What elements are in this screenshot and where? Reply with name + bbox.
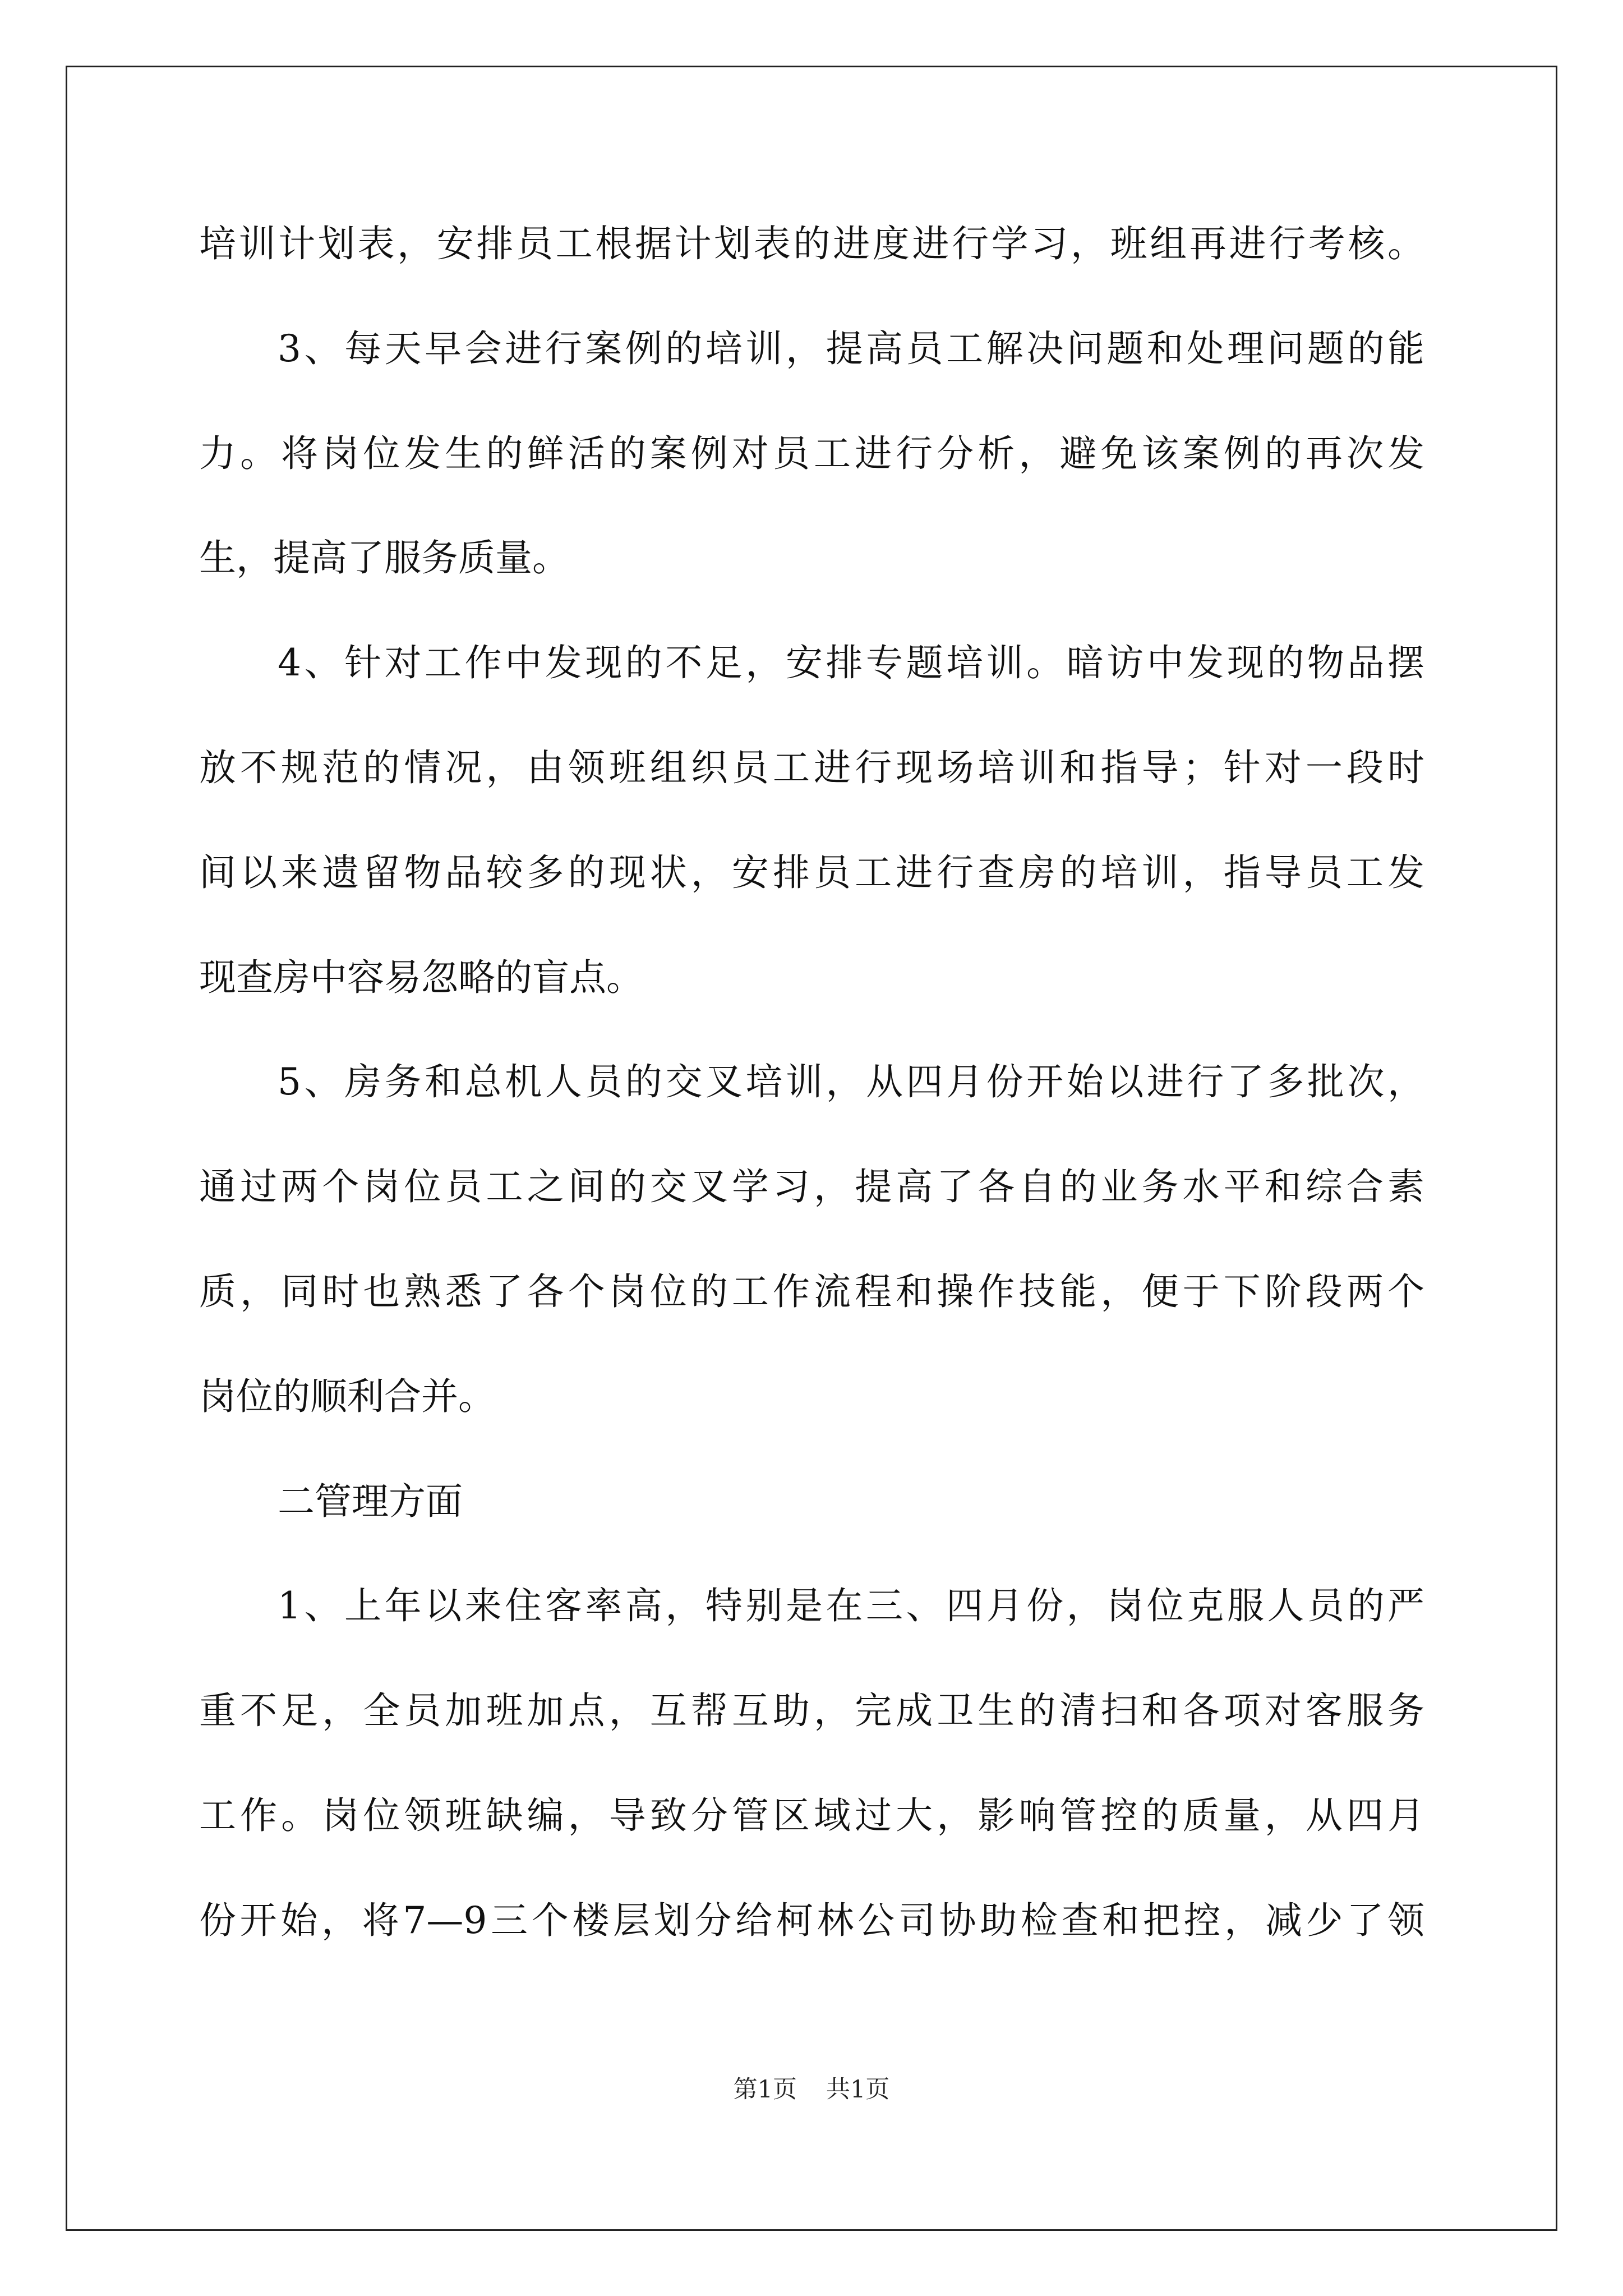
page-footer	[0, 2073, 1623, 2106]
section-heading: 二管理方面	[278, 1479, 463, 1523]
text-line: 力。将岗位发生的鲜活的案例对员工进行分析，避免该案例的再次发	[199, 431, 1424, 475]
text-line: 放不规范的情况，由领班组织员工进行现场培训和指导；针对一段时	[199, 746, 1424, 789]
page-number: 第1页	[733, 2076, 797, 2104]
document-body	[199, 216, 1424, 1998]
page-total: 共1页	[826, 2076, 890, 2104]
text-line: 质，同时也熟悉了各个岗位的工作流程和操作技能，便于下阶段两个	[199, 1269, 1424, 1313]
text-line: 1、上年以来住客率高，特别是在三、四月份，岗位克服人员的严	[278, 1584, 1424, 1628]
text-line: 通过两个岗位员工之间的交叉学习，提高了各自的业务水平和综合素	[199, 1165, 1424, 1209]
text-line: 现查房中容易忽略的盲点。	[199, 955, 643, 999]
text-line: 5、房务和总机人员的交叉培训，从四月份开始以进行了多批次，	[278, 1060, 1424, 1104]
text-line: 培训计划表，安排员工根据计划表的进度进行学习，班组再进行考核。	[199, 222, 1424, 265]
text-line: 份开始，将7—9三个楼层划分给柯林公司协助检查和把控，减少了领	[199, 1898, 1424, 1942]
text-line: 工作。岗位领班缺编，导致分管区域过大，影响管控的质量，从四月	[199, 1793, 1424, 1837]
text-line: 重不足，全员加班加点，互帮互助，完成卫生的清扫和各项对客服务	[199, 1689, 1424, 1733]
text-line: 4、针对工作中发现的不足，安排专题培训。暗访中发现的物品摆	[278, 641, 1424, 685]
text-line: 岗位的顺利合并。	[199, 1374, 495, 1418]
text-line: 3、每天早会进行案例的培训，提高员工解决问题和处理问题的能	[278, 326, 1424, 370]
text-line: 生，提高了服务质量。	[199, 536, 569, 580]
text-line: 间以来遗留物品较多的现状，安排员工进行查房的培训，指导员工发	[199, 850, 1424, 894]
